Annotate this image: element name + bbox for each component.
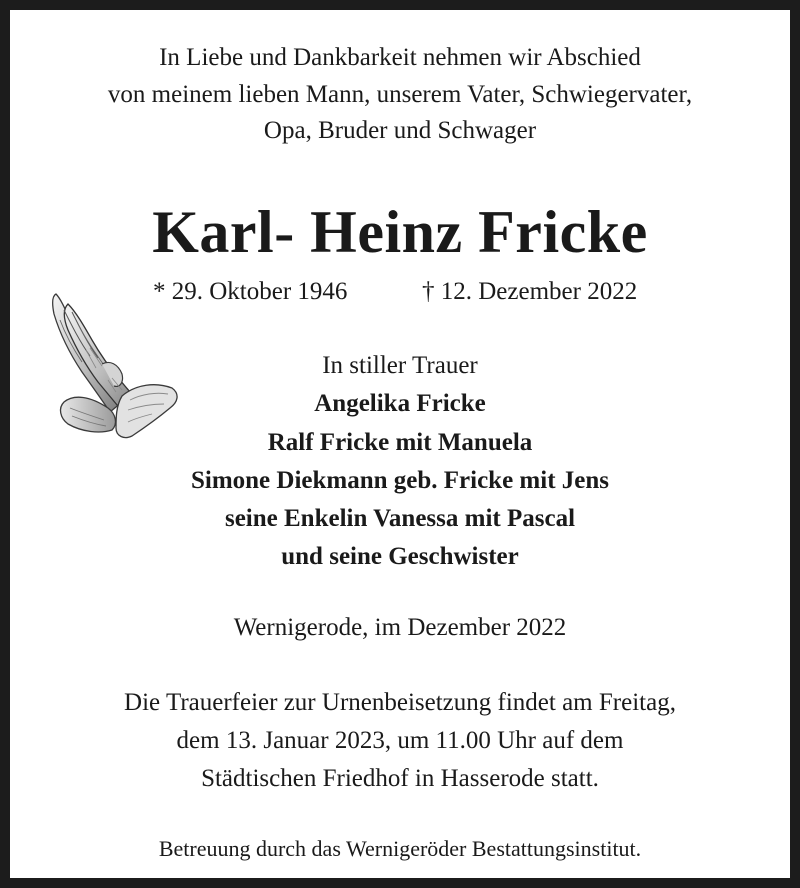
birth-date: * 29. Oktober 1946 [153,278,348,305]
mourner-name: und seine Geschwister [281,543,519,570]
service-info-line-3: Städtischen Friedhof in Hasserode statt. [201,765,599,792]
deceased-name: Karl- Heinz Fricke [152,199,648,265]
death-date: † 12. Dezember 2022 [422,278,638,305]
mourning-label: In stiller Trauer [322,352,478,379]
intro-line-1: In Liebe und Dankbarkeit nehmen wir Abschied [159,44,641,71]
mourner-name: Simone Diekmann geb. Fricke mit Jens [190,467,610,494]
service-info-line-2: dem 13. Januar 2023, um 11.00 Uhr auf dem [176,727,624,754]
mourner-name: Ralf Fricke mit Manuela [267,429,533,456]
mourner-name: seine Enkelin Vanessa mit Pascal [224,505,576,532]
funeral-home-note: Betreuung durch das Wernigeröder Bestattungsinstitut. [158,836,642,861]
mourner-name: Angelika Fricke [314,390,486,417]
service-info-line-1: Die Trauerfeier zur Urnenbeisetzung findet am Freitag, [124,689,676,716]
place-date: Wernigerode, im Dezember 2022 [233,614,567,641]
intro-line-3: Opa, Bruder und Schwager [263,117,537,144]
intro-line-2: von meinem lieben Mann, unserem Vater, Schwiegervater, [107,81,693,108]
